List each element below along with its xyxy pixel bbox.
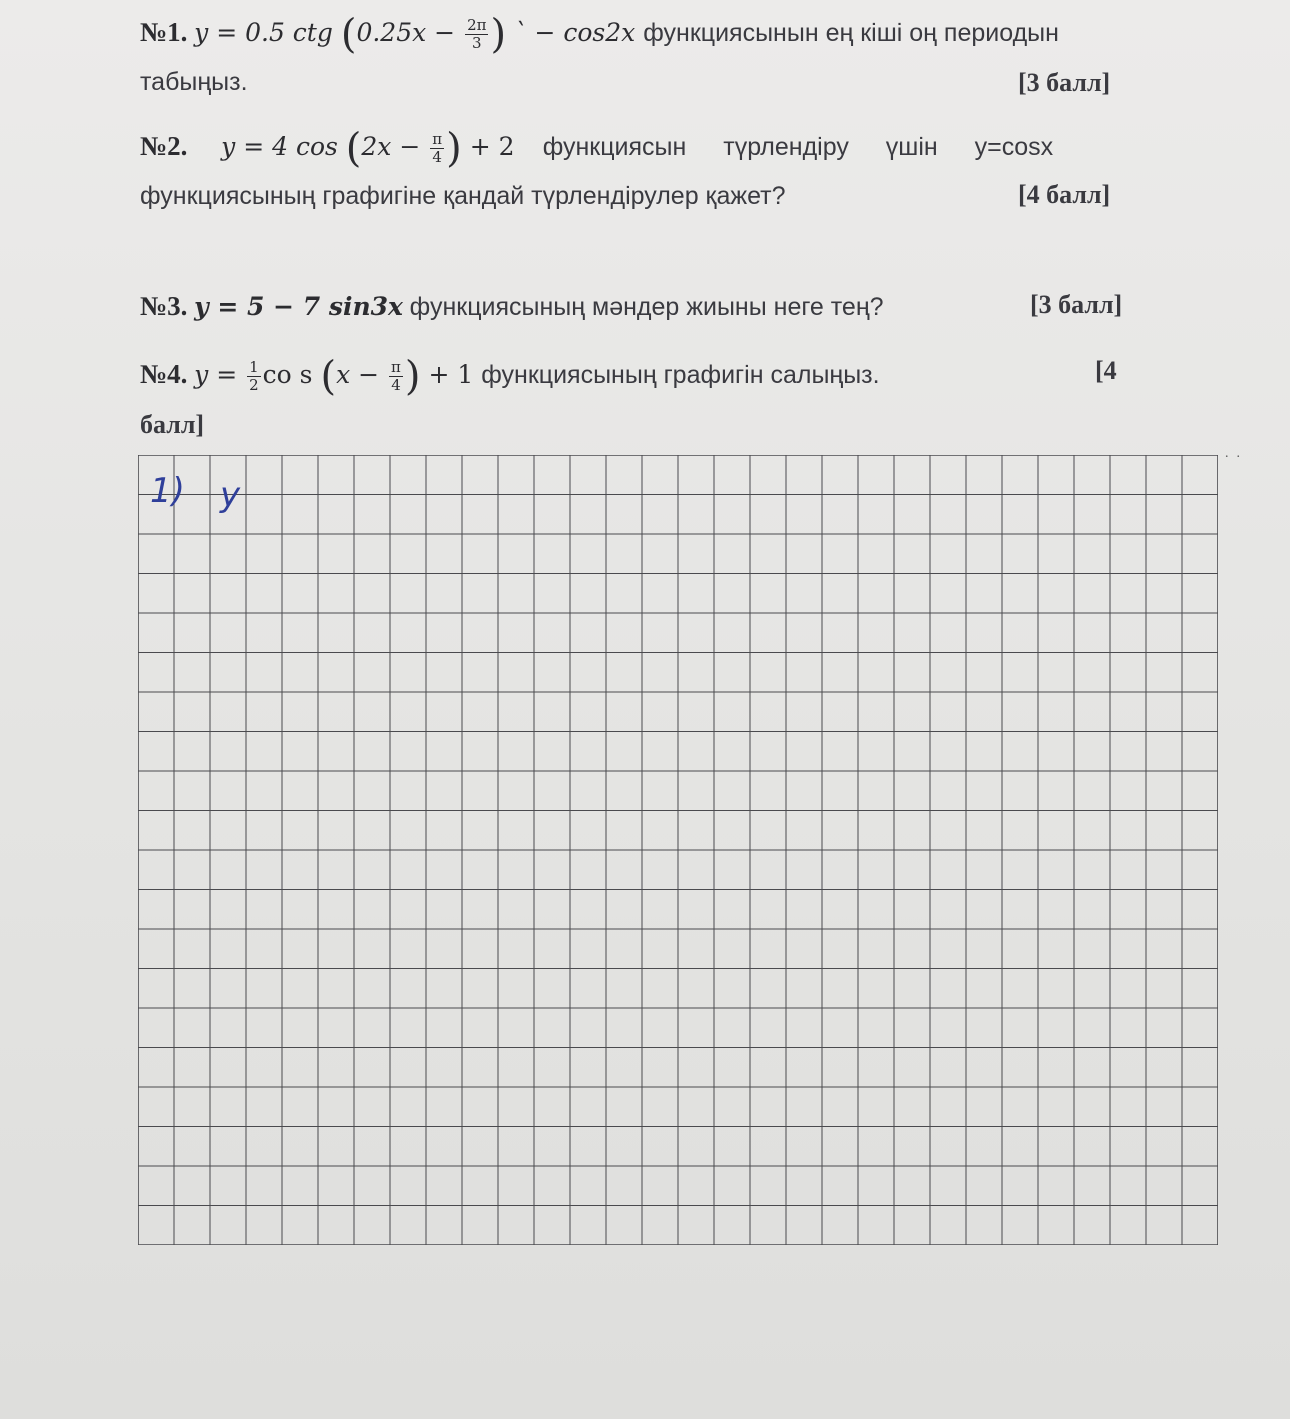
task-1-points: [3 балл] (1018, 68, 1111, 97)
left-paren: ( (345, 125, 362, 172)
task-3-formula: y = 5 − 7 sin3x (194, 292, 403, 321)
task-4-text: функциясының графигін салыңыз. (481, 361, 880, 389)
task-1-formula-inner: 0.25x − (356, 18, 456, 47)
left-paren: ( (340, 11, 357, 58)
task-4-frac-den: 4 (391, 376, 401, 394)
task-2-fraction (430, 131, 444, 166)
task-1-text: функциясынын ең кіші оң периодын (643, 19, 1059, 47)
task-2-points: [4 балл] (1018, 180, 1111, 209)
right-paren: ) (446, 125, 462, 172)
handwritten-axis-label: y (220, 475, 241, 515)
task-2-formula (221, 125, 522, 172)
task-1-frac-num: 2π (467, 16, 487, 34)
right-paren: ) (404, 353, 421, 400)
task-4-fraction (389, 359, 403, 394)
edge-marks: .. (1225, 446, 1248, 461)
task-4 (140, 353, 1180, 400)
task-4-formula-inner: x − (336, 360, 380, 389)
task-4-coefficient (247, 359, 261, 394)
grid-lines (138, 455, 1218, 1245)
task-2-frac-num: π (432, 130, 443, 148)
task-2-formula-inner: 2x − (361, 132, 421, 161)
task-4-formula (194, 353, 481, 400)
task-1-formula-tail: ` − cos2x (514, 18, 636, 47)
handwritten-item-number: 1) (150, 471, 185, 511)
task-4-frac-num: π (391, 358, 401, 376)
task-4-coef-den: 2 (249, 376, 259, 394)
left-paren: ( (320, 353, 337, 400)
task-1-frac-den: 3 (471, 34, 482, 52)
task-4-points-part1: [4 (1095, 356, 1117, 385)
task-3 (140, 288, 1180, 325)
task-4-coef-num: 1 (249, 358, 259, 376)
task-2-text: функциясын түрлендіру үшін y=cosx (542, 133, 1054, 161)
task-3-number: №3. (140, 291, 188, 321)
task-2-frac-den: 4 (432, 148, 442, 166)
task-1-fraction (465, 17, 488, 52)
task-3-points: [3 балл] (1030, 290, 1123, 319)
right-paren: ) (490, 11, 507, 58)
task-4-formula-tail: + 1 (428, 360, 474, 389)
task-2-formula-lhs: y = 4 cos (221, 132, 338, 161)
task-2-text-line2: функциясының графигіне қандай түрлендірулер қажет? (140, 182, 786, 210)
task-1 (140, 11, 1180, 58)
task-4-func: co s (262, 360, 313, 389)
task-2-number: №2. (140, 131, 188, 161)
task-4-formula-lhs: y = (194, 360, 238, 389)
task-1-formula (194, 11, 643, 58)
task-4-points-part2: балл] (140, 410, 205, 439)
task-1-number: №1. (140, 17, 188, 47)
task-4-number: №4. (140, 359, 188, 389)
graph-paper-grid[interactable] (138, 455, 1218, 1245)
task-2-formula-tail: + 2 (469, 132, 515, 161)
task-2 (140, 125, 1180, 172)
task-1-text-line2: табыңыз. (140, 68, 248, 96)
task-3-text: функциясының мәндер жиыны неге тең? (409, 293, 884, 321)
task-1-formula-lhs: y = 0.5 ctg (194, 18, 333, 47)
